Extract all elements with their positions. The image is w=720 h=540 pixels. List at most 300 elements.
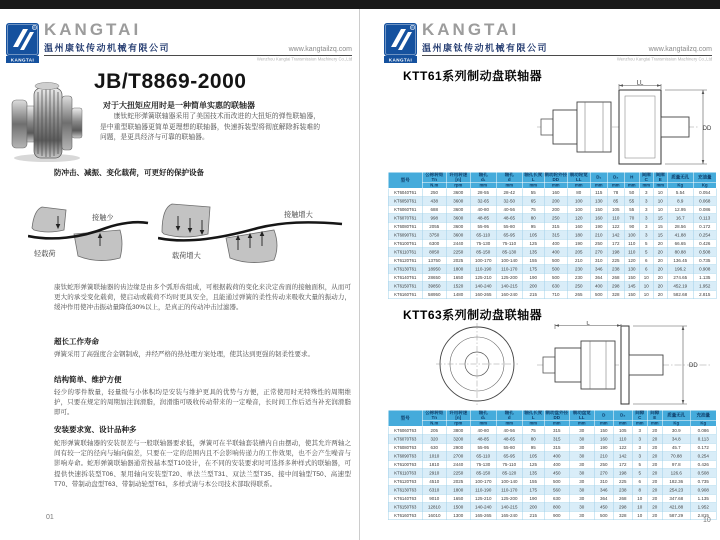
value-cell: 1.135 (690, 494, 716, 503)
value-cell: 20 (647, 477, 662, 486)
kangtai-logo-icon (384, 23, 417, 63)
value-cell: 328 (613, 511, 632, 520)
value-cell: 210 (594, 452, 613, 461)
value-cell: 10 (653, 197, 667, 206)
value-cell: 50 (624, 188, 639, 197)
value-cell: 105 (613, 426, 632, 435)
value-cell: 10 (632, 503, 647, 512)
company-name: 温州康钛传动机械有限公司 (422, 43, 549, 53)
value-cell: 198 (613, 469, 632, 478)
value-cell: 41.88 (667, 231, 693, 240)
value-cell: 150 (624, 290, 639, 299)
value-cell: 364 (590, 273, 607, 282)
value-cell: 125-200 (496, 273, 522, 282)
value-cell: 0.172 (693, 222, 716, 231)
value-cell: 190 (522, 273, 544, 282)
column-unit: rpm (446, 182, 470, 188)
value-cell: 1.135 (693, 273, 716, 282)
value-cell: 10 (632, 511, 647, 520)
value-cell: 95 (522, 222, 544, 231)
value-cell: 210 (567, 256, 590, 265)
value-cell: 347.68 (662, 494, 690, 503)
value-cell: 190 (590, 222, 607, 231)
value-cell: 5.54 (667, 188, 693, 197)
value-cell: 1480 (446, 290, 470, 299)
value-cell: 55 (624, 205, 639, 214)
value-cell: 110 (624, 248, 639, 257)
page-subtitle: 对于大扭矩应用时是一种简单实惠的联轴器 (103, 101, 255, 110)
value-cell: 2910 (422, 469, 446, 478)
table-row (388, 265, 716, 274)
value-cell: 125 (522, 460, 544, 469)
value-cell: 100 (624, 231, 639, 240)
value-cell: 6 (639, 265, 653, 274)
value-cell: 55 (624, 197, 639, 206)
value-cell: 20 (653, 239, 667, 248)
column-unit: mm (639, 182, 653, 188)
value-cell: 140-240 (470, 503, 496, 512)
header-rule (44, 55, 352, 56)
value-cell: 40-80 (470, 426, 496, 435)
svg-text:载荷增大: 载荷增大 (172, 251, 201, 260)
value-cell: 230 (567, 273, 590, 282)
value-cell: 198 (607, 248, 624, 257)
ktt63-table-container (388, 410, 718, 518)
value-cell: 145 (624, 282, 639, 291)
value-cell: 500 (590, 290, 607, 299)
value-cell: 16010 (422, 511, 446, 520)
value-cell: 110-170 (496, 265, 522, 274)
value-cell: 20 (647, 469, 662, 478)
value-cell: 3600 (446, 222, 470, 231)
value-cell: 215 (522, 290, 544, 299)
value-cell: 110-170 (496, 486, 522, 495)
value-cell: 85-150 (470, 248, 496, 257)
value-cell: 125-210 (470, 494, 496, 503)
company-name-en: Wenzhou Kangtai Transmission Machinery Co.,Ltd (616, 57, 712, 63)
column-header: 轴孔 d (496, 172, 522, 182)
value-cell: 268 (607, 273, 624, 282)
table-row (388, 214, 716, 223)
value-cell: 190 (522, 494, 544, 503)
value-cell: 320 (422, 435, 446, 444)
column-header: D (594, 410, 613, 420)
value-cell: 20 (653, 290, 667, 299)
value-cell: 250 (567, 282, 590, 291)
column-unit: mm (496, 182, 522, 188)
value-cell: 95 (522, 443, 544, 452)
value-cell: 2.815 (690, 511, 716, 520)
value-cell: 75-130 (470, 239, 496, 248)
value-cell: 140-215 (496, 282, 522, 291)
value-cell: 3 (639, 188, 653, 197)
column-unit: rpm (446, 420, 470, 426)
value-cell: 10 (653, 188, 667, 197)
kangtai-logo-icon (6, 23, 39, 63)
value-cell: 3 (639, 222, 653, 231)
value-cell: 0.735 (693, 256, 716, 265)
column-header: 型号 (388, 410, 422, 426)
model-cell: KT6150T61 (388, 282, 422, 291)
value-cell: 20 (653, 256, 667, 265)
value-cell: 315 (544, 443, 569, 452)
value-cell: 210 (590, 231, 607, 240)
value-cell: 65-110 (470, 231, 496, 240)
column-unit: Kg (667, 182, 693, 188)
table-row (388, 452, 716, 461)
value-cell: 315 (544, 435, 569, 444)
model-cell: KT6110T63 (388, 469, 422, 478)
value-cell: 0.113 (690, 435, 716, 444)
value-cell: 200 (544, 197, 567, 206)
value-cell: 0.508 (690, 469, 716, 478)
value-cell: 200 (544, 205, 567, 214)
value-cell: 75-110 (496, 460, 522, 469)
column-unit: mm (470, 182, 496, 188)
value-cell: 1500 (446, 503, 470, 512)
value-cell: 12810 (422, 503, 446, 512)
value-cell: 254.23 (662, 486, 690, 495)
value-cell: 0.426 (693, 239, 716, 248)
value-cell: 160-240 (496, 290, 522, 299)
value-cell: 0.908 (690, 486, 716, 495)
value-cell: 2440 (446, 460, 470, 469)
value-cell: 3 (632, 443, 647, 452)
value-cell: 3 (632, 435, 647, 444)
column-header: 轴孔 d (496, 410, 522, 420)
value-cell: 55-95 (470, 443, 496, 452)
page-title: JB/T8869-2000 (94, 70, 247, 93)
value-cell: 215 (522, 511, 544, 520)
column-unit: mm (607, 182, 624, 188)
value-cell: 8 (632, 486, 647, 495)
model-cell: KT6130T61 (388, 265, 422, 274)
value-cell: 452.19 (667, 282, 693, 291)
value-cell: 15 (653, 222, 667, 231)
value-cell: 1.952 (693, 282, 716, 291)
table-row (388, 273, 716, 282)
column-header: 间隙 E (647, 410, 662, 420)
table-row (388, 494, 716, 503)
value-cell: 80 (567, 188, 590, 197)
column-unit: mm (590, 182, 607, 188)
value-cell: 120 (624, 256, 639, 265)
website-url: www.kangtailzq.com (288, 46, 352, 53)
value-cell: 2900 (446, 443, 470, 452)
value-cell: 142 (613, 452, 632, 461)
value-cell: 0.508 (693, 248, 716, 257)
value-cell: 310 (594, 477, 613, 486)
table-row (388, 511, 716, 520)
value-cell: 500 (544, 265, 567, 274)
model-cell: KT6080T61 (388, 222, 422, 231)
value-cell: 205 (567, 248, 590, 257)
value-cell: 110-190 (470, 265, 496, 274)
column-header: 充油量 (690, 410, 716, 420)
svg-text:DD: DD (689, 363, 698, 369)
column-header: D₁ (590, 172, 607, 182)
value-cell: 85-150 (470, 469, 496, 478)
table-row (388, 188, 716, 197)
value-cell: 400 (544, 248, 567, 257)
value-cell: 630 (544, 494, 569, 503)
value-cell: 40-56 (496, 205, 522, 214)
column-header: D₂ (607, 172, 624, 182)
value-cell: 110 (613, 435, 632, 444)
value-cell: 298 (613, 503, 632, 512)
page-number-right: 10 (703, 517, 711, 524)
value-cell: 8.9 (667, 197, 693, 206)
section-heading-variants: 安装要求宽、设计品种多 (54, 425, 137, 434)
column-unit: mm (613, 420, 632, 426)
value-cell: 40-80 (470, 205, 496, 214)
value-cell: 587.29 (662, 511, 690, 520)
value-cell: 710 (544, 290, 567, 299)
column-header: 型号 (388, 172, 422, 188)
value-cell: 3600 (446, 197, 470, 206)
brand-wordmark: KANGTAI (422, 20, 520, 39)
value-cell: 110-190 (470, 486, 496, 495)
value-cell: 18950 (422, 265, 446, 274)
value-cell: 3600 (446, 214, 470, 223)
value-cell: 105 (522, 231, 544, 240)
model-cell: KT6070T63 (388, 435, 422, 444)
column-header: 间隙 E (653, 172, 667, 182)
column-header: 间隙 C (639, 172, 653, 182)
value-cell: 5 (639, 239, 653, 248)
value-cell: 28-55 (470, 188, 496, 197)
value-cell: 136.45 (667, 256, 693, 265)
model-cell: KT6060T63 (388, 426, 422, 435)
value-cell: 500 (544, 273, 567, 282)
value-cell: 30 (569, 511, 594, 520)
value-cell: 298 (607, 282, 624, 291)
value-cell: 30 (569, 503, 594, 512)
table-row (388, 290, 716, 299)
value-cell: 6310 (422, 486, 446, 495)
svg-text:接触少: 接触少 (92, 213, 114, 222)
column-header: 充油量 (693, 172, 716, 182)
table-row (388, 426, 716, 435)
column-unit: mm (594, 420, 613, 426)
value-cell: 30 (569, 443, 594, 452)
table-row (388, 205, 716, 214)
value-cell: 105 (607, 205, 624, 214)
model-cell: KT6050T61 (388, 197, 422, 206)
value-cell: 270 (594, 469, 613, 478)
section-body-variants: 蛇形弹簧联轴器的安装误差与一般联轴器要求低，弹簧可在半联轴套装槽内自由摆动，使其允许两轴之间有较一定的径向与轴向偏差，只要在一定的范围内且不会影响传递力的工作效果，也不会产生噪音与影响寿命。蛇形弹簧联轴器通常按基本型T10设计，在不同的安装要求时可选择多种样式的联轴器，可提供快速拆装型T06、泵用轴向安装型T20、单法兰型T31、双法兰型T35、接中间轴型T50、高速型T70、带制动盘型T63、带制动轮型T61，多样式请与本公司技术部取得联系。 (54, 440, 351, 488)
value-cell: 48-85 (470, 435, 496, 444)
value-cell: 130 (624, 265, 639, 274)
table-row (388, 282, 716, 291)
value-cell: 3 (632, 452, 647, 461)
value-cell: 30.9 (662, 426, 690, 435)
svg-text:R: R (411, 26, 414, 30)
value-cell: 9010 (422, 494, 446, 503)
page-number-left: 01 (46, 514, 54, 521)
column-header: 轴孔 d₁ (470, 172, 496, 182)
value-cell: 3 (639, 231, 653, 240)
value-cell: 165-265 (470, 511, 496, 520)
value-cell: 39850 (422, 282, 446, 291)
value-cell: 30 (569, 426, 594, 435)
column-unit: mm (653, 182, 667, 188)
value-cell: 0.068 (693, 197, 716, 206)
value-cell: 125-200 (496, 494, 522, 503)
column-unit: mm (647, 420, 662, 426)
value-cell: 3600 (446, 188, 470, 197)
value-cell: 78 (607, 188, 624, 197)
value-cell: 15 (653, 231, 667, 240)
column-header: D₂ (613, 410, 632, 420)
value-cell: 0.254 (690, 452, 716, 461)
value-cell: 100 (567, 197, 590, 206)
model-cell: KT6120T61 (388, 256, 422, 265)
column-unit: Kg (693, 182, 716, 188)
value-cell: 6 (639, 256, 653, 265)
value-cell: 190 (567, 239, 590, 248)
column-header: H (624, 172, 639, 182)
contact-diagram-light-load (28, 194, 150, 268)
value-cell: 3 (639, 205, 653, 214)
model-cell: KT6130T63 (388, 486, 422, 495)
value-cell: 20 (647, 452, 662, 461)
value-cell: 16.7 (667, 214, 693, 223)
table-row (388, 231, 716, 240)
column-unit: mm (522, 182, 544, 188)
value-cell: 110 (607, 214, 624, 223)
value-cell: 225 (613, 477, 632, 486)
value-cell: 160 (594, 435, 613, 444)
value-cell: 0.054 (693, 188, 716, 197)
value-cell: 800 (544, 503, 569, 512)
column-unit: N.m (422, 420, 446, 426)
value-cell: 65-110 (470, 452, 496, 461)
model-cell: KT6160T63 (388, 511, 422, 520)
column-header: 制动轮外径 DD (544, 172, 568, 182)
value-cell: 12.95 (667, 205, 693, 214)
value-cell: 34.8 (662, 435, 690, 444)
svg-text:KANGTAI: KANGTAI (388, 57, 413, 63)
table-row (388, 486, 716, 495)
value-cell: 450 (544, 469, 569, 478)
value-cell: 155 (522, 256, 544, 265)
value-cell: 1010 (422, 452, 446, 461)
svg-text:轻载荷: 轻载荷 (34, 249, 56, 258)
ktt61-technical-drawing (533, 80, 715, 170)
value-cell: 500 (544, 256, 567, 265)
value-cell: 274.65 (667, 273, 693, 282)
table-row (388, 197, 716, 206)
value-cell: 0.086 (693, 205, 716, 214)
value-cell: 172 (607, 239, 624, 248)
value-cell: 65-95 (496, 231, 522, 240)
value-cell: 364 (594, 494, 613, 503)
ktt63-spec-table (388, 410, 717, 520)
value-cell: 28.56 (667, 222, 693, 231)
value-cell: 105 (522, 452, 544, 461)
value-cell: 2025 (446, 256, 470, 265)
value-cell: 30 (569, 452, 594, 461)
column-unit: mm (569, 420, 594, 426)
value-cell: 688 (422, 205, 446, 214)
model-cell: KT6120T63 (388, 477, 422, 486)
value-cell: 120 (567, 214, 590, 223)
value-cell: 196.2 (667, 265, 693, 274)
value-cell: 998 (422, 214, 446, 223)
value-cell: 0.426 (690, 460, 716, 469)
svg-text:KANGTAI: KANGTAI (10, 57, 35, 63)
header-right (384, 22, 712, 64)
value-cell: 6 (632, 477, 647, 486)
column-header: 质量无孔 (667, 172, 693, 182)
column-header: 许用转速 [n] (446, 172, 470, 182)
value-cell: 55-80 (496, 222, 522, 231)
model-cell: KT6060T61 (388, 205, 422, 214)
model-cell: KT6090T63 (388, 452, 422, 461)
value-cell: 125-210 (470, 273, 496, 282)
table-row (388, 256, 716, 265)
column-unit: mm (567, 182, 590, 188)
value-cell: 630 (544, 282, 567, 291)
value-cell: 450 (594, 503, 613, 512)
value-cell: 2440 (446, 239, 470, 248)
value-cell: 160-265 (470, 290, 496, 299)
contact-diagram-heavy-load (158, 194, 344, 268)
column-header: 许用转速 [n] (446, 410, 470, 420)
value-cell: 238 (613, 486, 632, 495)
value-cell: 180 (567, 231, 590, 240)
value-cell: 32-50 (496, 197, 522, 206)
value-cell: 70 (624, 214, 639, 223)
value-cell: 80.88 (667, 248, 693, 257)
ktt63-technical-drawing (425, 321, 715, 407)
value-cell: 75 (522, 205, 544, 214)
value-cell: 30 (569, 469, 594, 478)
value-cell: 3200 (446, 435, 470, 444)
value-cell: 97.8 (662, 460, 690, 469)
value-cell: 6300 (422, 239, 446, 248)
value-cell: 85-130 (496, 248, 522, 257)
table-row (388, 248, 716, 257)
table-row (388, 443, 716, 452)
value-cell: 70.88 (662, 452, 690, 461)
model-cell: KT6140T61 (388, 273, 422, 282)
value-cell: 310 (590, 256, 607, 265)
column-header: 公称转矩 Tn (422, 410, 446, 420)
value-cell: 115 (590, 188, 607, 197)
model-cell: KT6150T63 (388, 503, 422, 512)
header-left (6, 22, 352, 64)
value-cell: 200 (522, 503, 544, 512)
value-cell: 0.254 (693, 231, 716, 240)
value-cell: 5 (632, 469, 647, 478)
table-row (388, 477, 716, 486)
column-unit: Kg (662, 420, 690, 426)
value-cell: 65-95 (496, 452, 522, 461)
model-cell: KT6140T63 (388, 494, 422, 503)
value-cell: 3750 (422, 231, 446, 240)
value-cell: 55-95 (470, 222, 496, 231)
value-cell: 205 (422, 426, 446, 435)
top-bar (0, 0, 720, 9)
intro-paragraph: 康钛蛇形弹簧联轴器采用了美国技术而改进的大扭矩的弹性联轴器，是中重型联轴器更简单更理想的联轴器，快速拆装型将彻底解除拆装难的问题，是更具经济与可靠的联轴器。 (100, 113, 320, 141)
value-cell: 8050 (422, 248, 446, 257)
value-cell: 100-140 (496, 256, 522, 265)
brand-wordmark: KANGTAI (44, 20, 142, 39)
value-cell: 1300 (446, 511, 470, 520)
value-cell: 900 (544, 511, 569, 520)
